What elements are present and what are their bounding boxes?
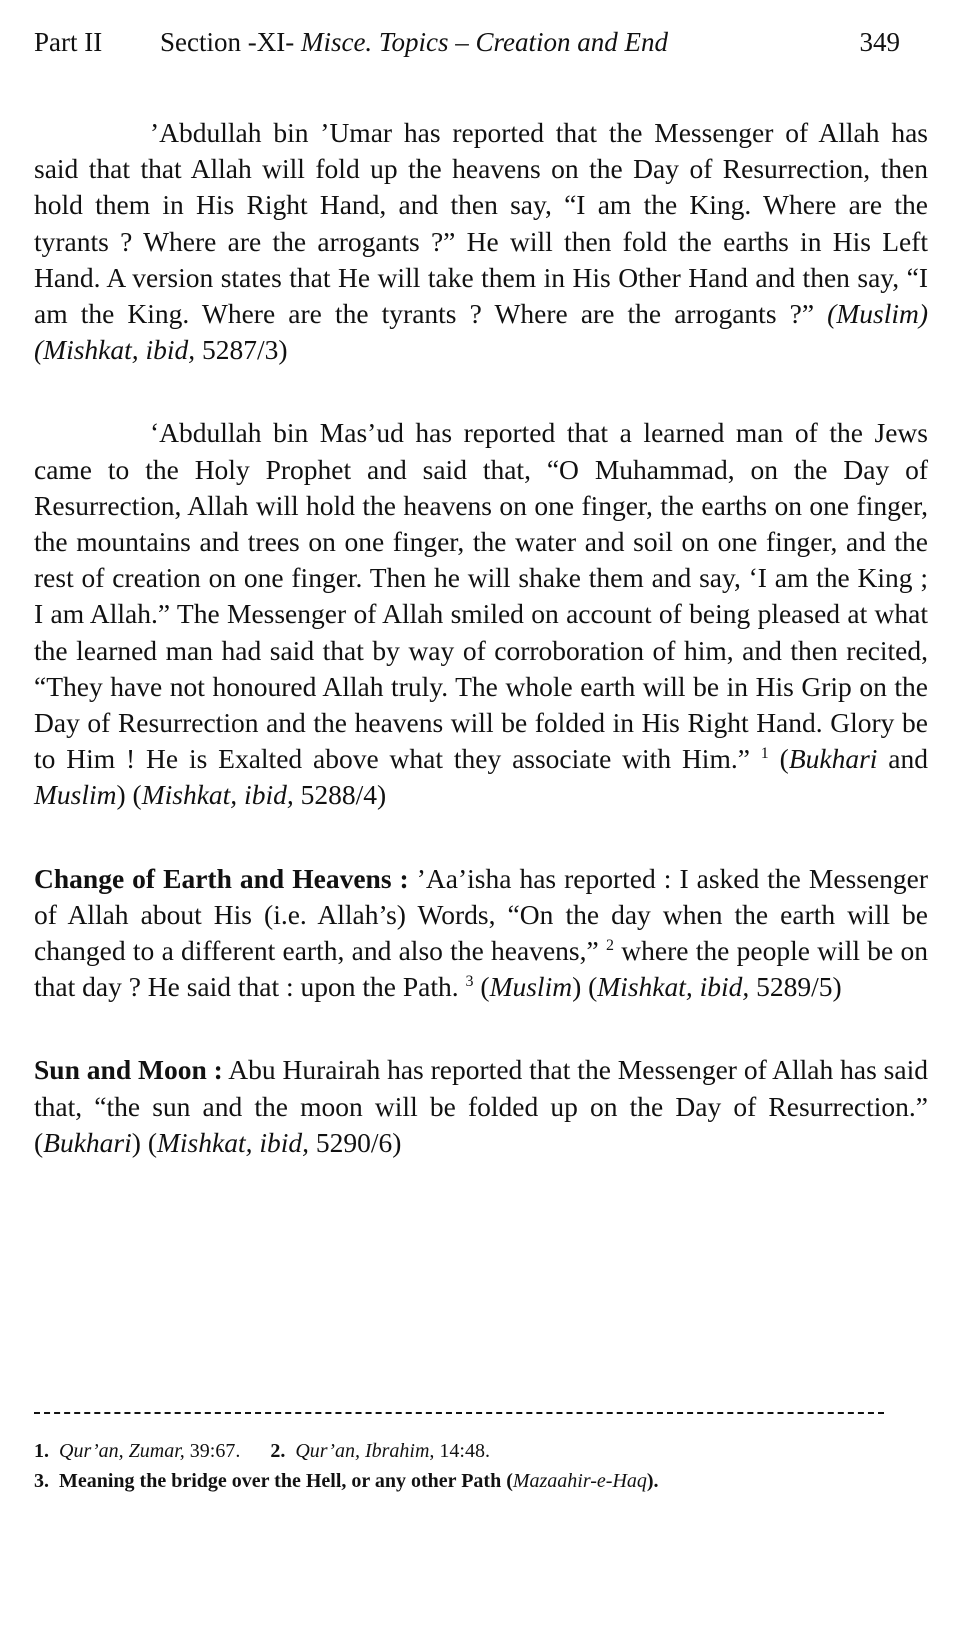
- footnotes: [34, 1412, 928, 1496]
- footnote-ref-1: 1: [760, 745, 769, 763]
- paragraph-text: Abu Hurairah has reported that the Messenger of Allah has said that, “the sun and the moon will be folded up on the Day of Resurrection.”: [34, 1054, 928, 1122]
- header-part: Part II: [34, 27, 103, 57]
- page-number: 349: [859, 27, 900, 57]
- section-heading: Change of Earth and Heavens :: [34, 862, 409, 894]
- footnote-number: 1.: [34, 1440, 49, 1462]
- reference-citation: Mishkat, ibid,: [156, 1126, 309, 1158]
- header-section-prefix: Section -XI-: [160, 27, 301, 57]
- footnote-end: ).: [646, 1470, 659, 1492]
- footnote-number: 2.: [270, 1440, 286, 1462]
- paragraph-text: where the people will be on that day ? He said that : upon the Path.: [34, 935, 928, 1003]
- paragraph-text: ‘Abdullah bin Mas’ud has reported that a learned man of the Jews came to the Holy Prophet and said that, “O Muhammad, on the Day of Resurrection, Allah will hold the heavens on one finger, the earths on one finger, the mountains and trees on one finger, the water and soil on one finger, and the rest of creation on one finger. Then he will shake them and say, ‘I am the King ; I am Allah.” The Messenger of Allah smiled on account of being pleased at what the learned man had said that by way of corroboration of him, and then recited, “They have not honoured Allah truly. The whole earth will be in His Grip on the Day of Resurrection and the heavens will be folded in His Right Hand. Glory be to Him ! He is Exalted above what they associate with Him.”: [34, 417, 928, 775]
- paragraph-text: ’Aa’isha has reported : I asked the Messenger of Allah about His (i.e. Allah’s) Words, “On the day when the earth will be changed to a different earth, and also the heavens,”: [34, 862, 929, 967]
- section-heading: Sun and Moon :: [34, 1054, 223, 1086]
- page: [34, 24, 928, 1161]
- reference-number: 5288/4): [293, 779, 387, 811]
- footnote-ref: 39:67.: [184, 1440, 241, 1462]
- paragraph-sun-and-moon: Sun and Moon : Abu Hurairah has reported that the Messenger of Allah has said that, “the sun and the moon will be folded up on the Day of Resurrection.” (Bukhari) (Mishkat, ibid, 5290/6): [34, 1054, 928, 1158]
- reference-citation: (Mishkat, ibid,: [34, 334, 196, 366]
- paragraph-text: ’Abdullah bin ’Umar has reported that the Messenger of Allah has said that that Allah will fold up the heavens on the Day of Resurrection, then hold them in His Right Hand, and then say, “I am the King. Where are the tyrants ? Where are the arrogants ?” He will then fold the earths in His Left Hand. A version states that He will take them in His Other Hand and then say, “I am the King. Where are the tyrants ? Where are the arrogants ?”: [34, 117, 928, 330]
- footnote-number: 3.: [34, 1470, 49, 1492]
- footnote-source: Qur’an, Ibrahim,: [295, 1440, 435, 1462]
- footnote-ref-3: 3: [465, 973, 474, 991]
- reference-number: 5289/5): [749, 971, 842, 1003]
- running-header: [34, 24, 928, 64]
- footnote-ref: 14:48.: [434, 1440, 490, 1462]
- header-section: [160, 24, 840, 60]
- footnote-ref-2: 2: [606, 936, 614, 954]
- source-citation: Muslim: [489, 971, 573, 1003]
- source-citation: Bukhari: [788, 743, 878, 775]
- reference-number: 5290/6): [309, 1126, 402, 1158]
- source-citation: Bukhari: [43, 1126, 132, 1158]
- footnote-divider: [34, 1412, 884, 1414]
- reference-number: 5287/3): [195, 334, 288, 366]
- conjunction: and: [877, 743, 929, 775]
- header-section-title: Misce. Topics – Creation and End: [300, 27, 668, 57]
- reference-citation: Mishkat, ibid,: [597, 971, 750, 1003]
- footnote-source: Mazaahir-e-Haq: [512, 1470, 647, 1492]
- source-citation: Muslim: [34, 779, 117, 811]
- paragraph-umar-hadith: [34, 115, 928, 368]
- footnote-line-3: [34, 1466, 928, 1496]
- source-citation: (Muslim): [827, 298, 928, 330]
- paragraph-change-of-earth: Change of Earth and Heavens : ’Aa’isha has reported : I asked the Messenger of Allah about His (i.e. Allah’s) Words, “On the day when the earth will be changed to a different earth, and also the heavens,” $^2$ where the people will be on that day ? He said that : upon the Path. $^3$ (Muslim) (Mishkat, ibid, 5289/5): [34, 862, 929, 1003]
- reference-citation: Mishkat, ibid,: [141, 779, 294, 811]
- footnote-line-1: [34, 1436, 928, 1466]
- footnote-source: Qur’an, Zumar,: [59, 1440, 185, 1462]
- paragraph-masud-hadith: ‘Abdullah bin Mas’ud has reported that a learned man of the Jews came to the Holy Prophet and said that, “O Muhammad, on the Day of Resurrection, Allah will hold the heavens on one finger, the earths on one finger, the mountains and trees on one finger, the water and soil on one finger, and the rest of creation on one finger. Then he will shake them and say, ‘I am the King ; I am Allah.” The Messenger of Allah smiled on account of being pleased at what the learned man had said that by way of corroboration of him, and then recited, “They have not honoured Allah truly. The whole earth will be in His Grip on the Day of Resurrection and the heavens will be folded in His Right Hand. Glory be to Him ! He is Exalted above what they associate with Him.” $^1$ (Bukhari and Muslim) (Mishkat, ibid, 5288/4): [34, 417, 929, 811]
- footnote-text: Meaning the bridge over the Hell, or any other Path (: [59, 1470, 513, 1492]
